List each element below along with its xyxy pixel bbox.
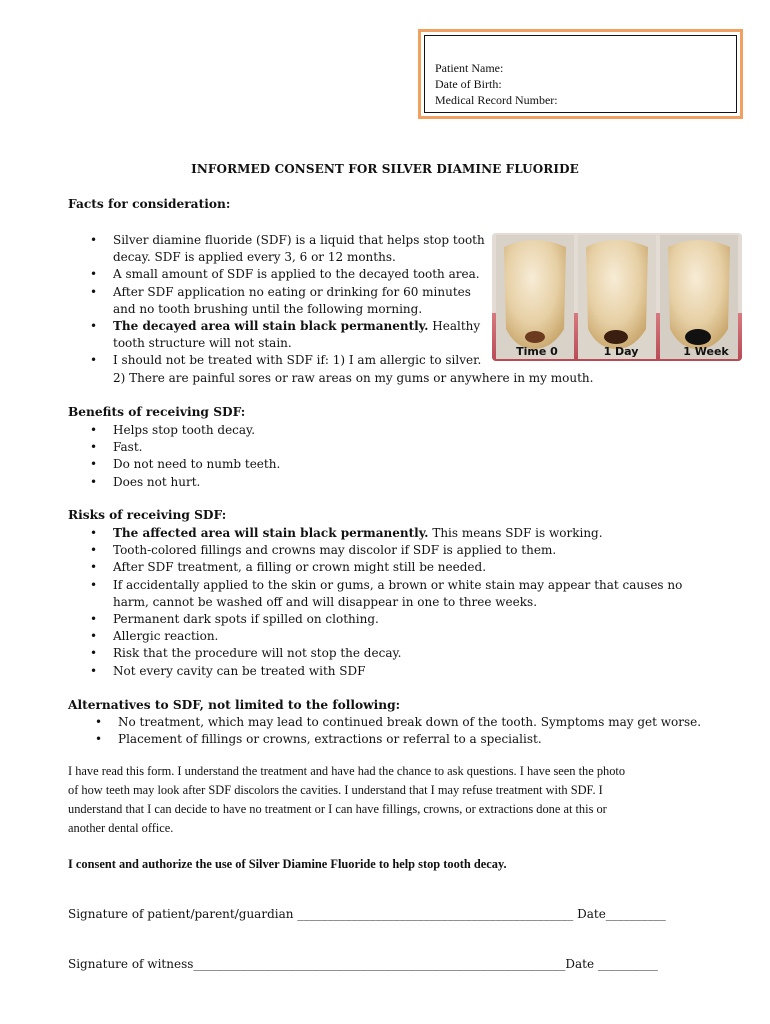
- alternatives-list: [73, 714, 701, 748]
- consent-statement: I consent and authorize the use of Silver Diamine Fluoride to help stop tooth decay.: [68, 857, 507, 871]
- statement-line: of how teeth may look after SDF discolors the cavities. I understand that I may refuse treatment with SDF. I: [68, 783, 603, 797]
- photo-label-1week: 1 Week: [683, 345, 729, 358]
- tooth-progression-photo: [492, 233, 742, 361]
- photo-label-1day: 1 Day: [603, 345, 639, 358]
- list-item: • After SDF treatment, a filling or crown might still be needed.: [68, 559, 682, 576]
- patient-name-label: Patient Name:: [435, 61, 504, 75]
- list-item: • I should not be treated with SDF if: 1) I am allergic to silver. 2) There are painful sores or raw areas on my gums or anywhere in my mouth.: [68, 352, 593, 386]
- list-item: • The decayed area will stain black permanently. Healthy tooth structure will not stain.: [68, 318, 593, 352]
- list-item: • After SDF application no eating or drinking for 60 minutes and no tooth brushing until the following morning.: [68, 284, 593, 318]
- tooth-photo-graphic: [492, 233, 742, 361]
- list-item: • Silver diamine fluoride (SDF) is a liquid that helps stop tooth decay. SDF is applied every 3, 6 or 12 months.: [68, 232, 593, 266]
- list-item: • Not every cavity can be treated with SDF: [68, 663, 682, 680]
- list-item: • Fast.: [68, 439, 280, 456]
- list-item: • A small amount of SDF is applied to the decayed tooth area.: [68, 266, 593, 283]
- understanding-statement: [68, 762, 708, 838]
- patient-info-inner: [424, 35, 737, 113]
- patient-info-box: [418, 29, 743, 119]
- list-item: • Helps stop tooth decay.: [68, 422, 280, 439]
- date-of-birth-label: Date of Birth:: [435, 77, 502, 91]
- list-item: • No treatment, which may lead to continued break down of the tooth. Symptoms may get worse.: [73, 714, 701, 731]
- risks-list: [68, 525, 682, 680]
- medical-record-number-label: Medical Record Number:: [435, 93, 558, 107]
- list-item: • The affected area will stain black permanently. This means SDF is working.: [68, 525, 682, 542]
- witness-signature-line[interactable]: Signature of witness______________________________________________________________Date __________: [68, 957, 658, 971]
- list-item: • Do not need to numb teeth.: [68, 456, 280, 473]
- list-item: • If accidentally applied to the skin or gums, a brown or white stain may appear that causes no harm, cannot be washed off and will disappear in one to three weeks.: [68, 577, 682, 611]
- benefits-heading: Benefits of receiving SDF:: [68, 405, 246, 419]
- photo-label-time0: Time 0: [516, 345, 558, 358]
- benefits-list: [68, 422, 280, 491]
- statement-line: another dental office.: [68, 821, 174, 835]
- risks-heading: Risks of receiving SDF:: [68, 508, 227, 522]
- document-title: INFORMED CONSENT FOR SILVER DIAMINE FLUORIDE: [191, 162, 579, 176]
- list-item: • Does not hurt.: [68, 474, 280, 491]
- list-item: • Risk that the procedure will not stop the decay.: [68, 645, 682, 662]
- list-item: • Tooth-colored fillings and crowns may discolor if SDF is applied to them.: [68, 542, 682, 559]
- statement-line: I have read this form. I understand the treatment and have had the chance to ask questions. I have seen the photo: [68, 764, 626, 778]
- list-item: • Permanent dark spots if spilled on clothing.: [68, 611, 682, 628]
- alternatives-heading: Alternatives to SDF, not limited to the following:: [68, 698, 401, 712]
- list-item: • Allergic reaction.: [68, 628, 682, 645]
- patient-signature-line[interactable]: Signature of patient/parent/guardian ______________________________________________ Date__________: [68, 907, 666, 921]
- statement-line: understand that I can decide to have no treatment or I can have fillings, crowns, or extractions done at this or: [68, 802, 607, 816]
- list-item: • Placement of fillings or crowns, extractions or referral to a specialist.: [73, 731, 701, 748]
- facts-heading: Facts for consideration:: [68, 197, 231, 211]
